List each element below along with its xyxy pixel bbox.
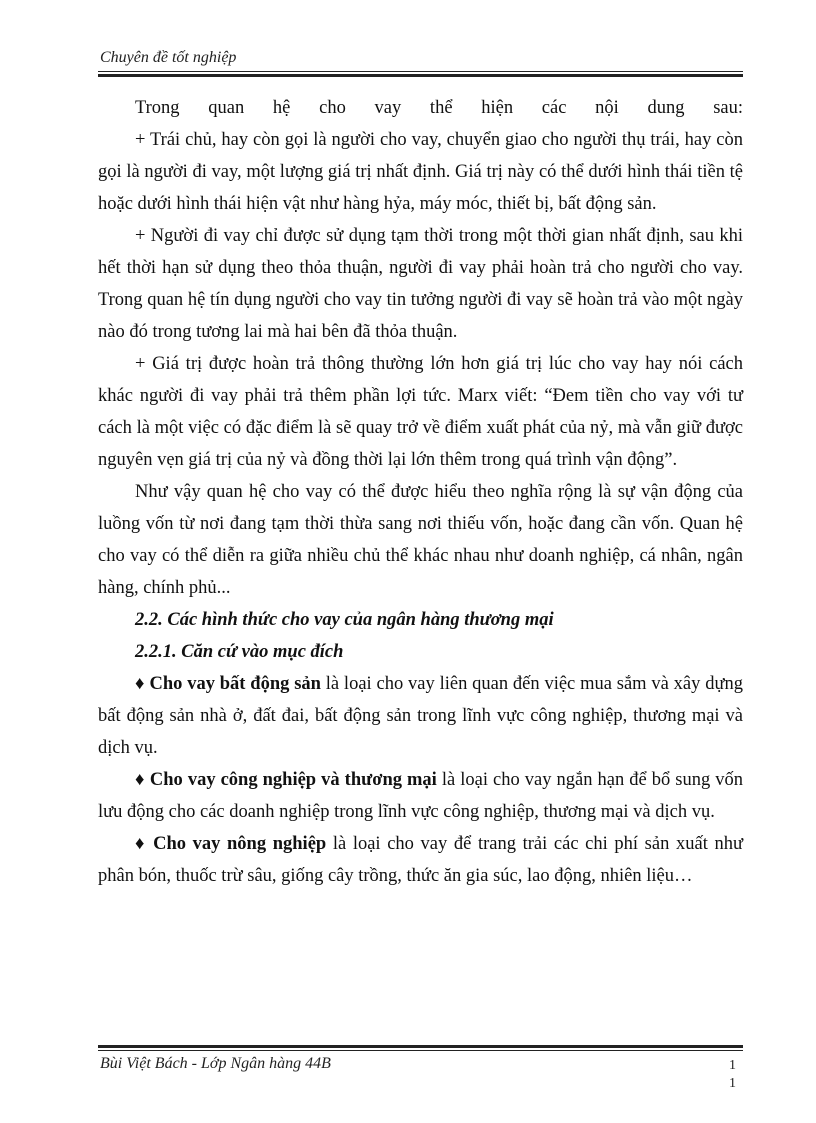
paragraph: + Giá trị được hoàn trả thông thường lớn hơn giá trị lúc cho vay hay nói cách khác người đi vay phải trả thêm phần lợi tức. Marx viết: “Đem tiền cho vay với tư cách là một việc có đặc điểm là sẽ quay trở về điểm xuất phát của nỷ, mà vẫn giữ được nguyên vẹn giá trị của nỷ và đồng thời lại lớn thêm trong quá trình vận động”. bbox=[98, 354, 743, 470]
page-number: 1 bbox=[729, 1076, 736, 1091]
footer-rule bbox=[98, 1050, 743, 1051]
paragraph: + Trái chủ, hay còn gọi là người cho vay, chuyển giao cho người thụ trái, hay còn gọi là người đi vay, một lượng giá trị nhất định. Giá trị này có thể dưới hình thái tiền tệ hoặc dưới hình thái hiện vật như hàng hỷa, máy móc, thiết bị, bất động sản. bbox=[98, 130, 743, 214]
bullet-text: là loại cho vay ngắn hạn để bổ sung vốn lưu động cho các doanh nghiệp trong lĩnh vực công nghiệp, thương mại và dịch vụ. bbox=[98, 770, 743, 822]
bullet-term: Cho vay công nghiệp và thương mại bbox=[149, 770, 437, 790]
paragraph: Trong quan hệ cho vay thể hiện các nội dung sau: bbox=[135, 98, 743, 118]
paragraph: Như vậy quan hệ cho vay có thể được hiểu theo nghĩa rộng là sự vận động của luồng vốn từ nơi đang tạm thời thừa sang nơi thiếu vốn, hoặc đang cần vốn. Quan hệ cho vay có thể diễn ra giữa nhiều chủ thể khác nhau như doanh nghiệp, cá nhân, ngân hàng, chính phủ... bbox=[98, 482, 743, 598]
bullet-text: là loại cho vay để trang trải các chi phí sản xuất như phân bón, thuốc trừ sâu, giống cây trồng, thức ăn gia súc, lao động, nhiên liệu… bbox=[98, 834, 743, 886]
header-rule bbox=[98, 71, 743, 72]
page-number: 1 bbox=[729, 1058, 736, 1073]
footer-author: Bùi Việt Bách - Lớp Ngân hàng 44B bbox=[100, 1055, 331, 1072]
paragraph: + Người đi vay chỉ được sử dụng tạm thời trong một thời gian nhất định, sau khi hết thời hạn sử dụng theo thỏa thuận, người đi vay phải hoàn trả cho người cho vay. Trong quan hệ tín dụng người cho vay tin tưởng người đi vay sẽ hoàn trả vào một ngày nào đó trong tương lai mà hai bên đã thỏa thuận. bbox=[98, 226, 743, 342]
diamond-bullet-icon: ♦ bbox=[135, 834, 147, 854]
section-heading: 2.2. Các hình thức cho vay của ngân hàng thương mại bbox=[135, 610, 554, 630]
bullet-item bbox=[98, 828, 743, 892]
document-title: Chuyên đề tốt nghiệp bbox=[100, 49, 237, 66]
bullet-term: Cho vay bất động sản bbox=[149, 674, 321, 694]
subsection-heading: 2.2.1. Căn cứ vào mục đích bbox=[135, 642, 344, 662]
body-text bbox=[98, 92, 743, 892]
bullet-item bbox=[98, 764, 743, 828]
bullet-item bbox=[98, 668, 743, 764]
footer-rule-thick bbox=[98, 1045, 743, 1048]
diamond-bullet-icon: ♦ bbox=[135, 674, 145, 694]
header-rule-thick bbox=[98, 74, 743, 77]
bullet-text: là loại cho vay liên quan đến việc mua sắm và xây dựng bất động sản nhà ở, đất đai, bất động sản trong lĩnh vực công nghiệp, thương mại và dịch vụ. bbox=[98, 674, 743, 758]
diamond-bullet-icon: ♦ bbox=[135, 770, 145, 790]
bullet-term: Cho vay nông nghiệp bbox=[153, 834, 327, 854]
